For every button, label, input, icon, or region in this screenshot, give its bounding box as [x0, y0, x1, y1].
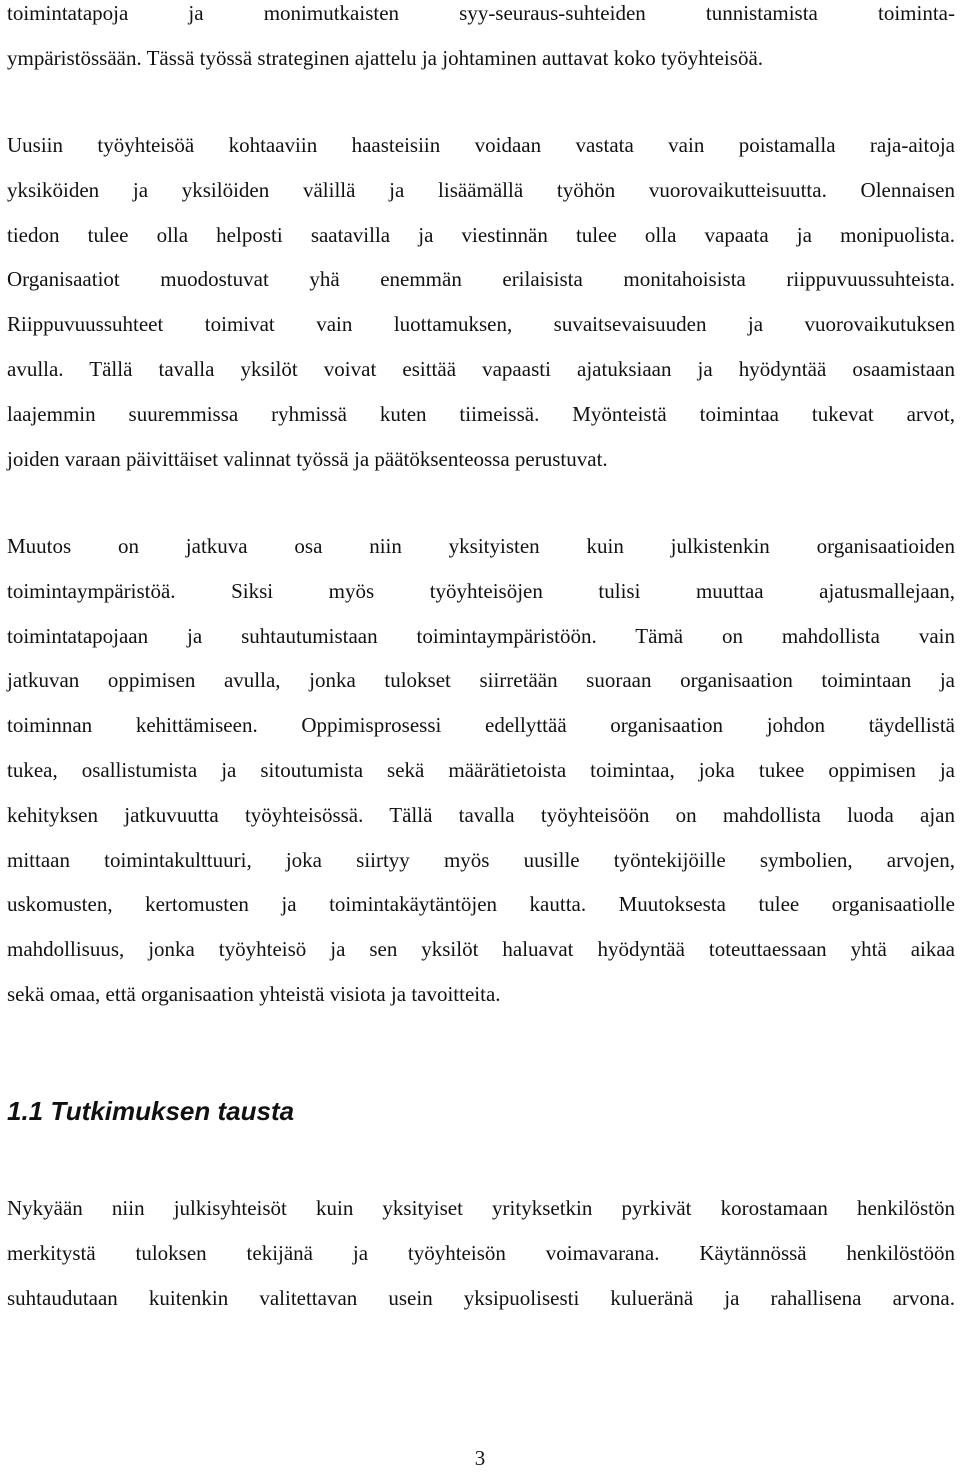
- text-line: Organisaatiot muodostuvat yhä enemmän erilaisista monitahoisista riippuvuussuhteista.: [7, 267, 955, 292]
- paragraph: [7, 524, 955, 1017]
- text-line: laajemmin suuremmissa ryhmissä kuten tiimeissä. Myönteistä toimintaa tukevat arvot,: [7, 401, 955, 426]
- text-line: kehityksen jatkuvuutta työyhteisössä. Tällä tavalla työyhteisöön on mahdollista luoda ajan: [7, 802, 955, 827]
- paragraph: [7, 1186, 955, 1320]
- text-line: joiden varaan päivittäiset valinnat työssä ja päätöksenteossa perustuvat.: [7, 446, 608, 471]
- text-line: yksiköiden ja yksilöiden välillä ja lisäämällä työhön vuorovaikutteisuutta. Olennaisen: [7, 177, 955, 202]
- text-line: Riippuvuussuhteet toimivat vain luottamuksen, suvaitsevaisuuden ja vuorovaikutuksen: [7, 312, 955, 337]
- text-line: tukea, osallistumista ja sitoutumista sekä määrätietoista toimintaa, joka tukee oppimisen ja: [7, 757, 955, 782]
- text-line: merkitystä tuloksen tekijänä ja työyhteisön voimavarana. Käytännössä henkilöstöön: [7, 1240, 955, 1265]
- text-line: toiminnan kehittämiseen. Oppimisprosessi edellyttää organisaation johdon täydellistä: [7, 713, 955, 738]
- text-line: Muutos on jatkuva osa niin yksityisten kuin julkistenkin organisaatioiden: [7, 534, 955, 558]
- text-line: ympäristössään. Tässä työssä strateginen ajattelu ja johtaminen auttavat koko työyhteisöä.: [7, 45, 764, 70]
- text-line: uskomusten, kertomusten ja toimintakäytäntöjen kautta. Muutoksesta tulee organisaatiolle: [7, 892, 955, 917]
- section-heading: 1.1 Tutkimuksen tausta: [7, 1096, 295, 1126]
- text-line: Nykyään niin julkisyhteisöt kuin yksityiset yrityksetkin pyrkivät korostamaan henkilöstön: [7, 1196, 955, 1220]
- text-line: toimintaympäristöä. Siksi myös työyhteisöjen tulisi muuttaa ajatusmallejaan,: [7, 578, 955, 603]
- paragraph: [7, 0, 955, 81]
- text-line: toimintatapoja ja monimutkaisten syy-seuraus-suhteiden tunnistamista toiminta-: [7, 1, 955, 25]
- paragraph: [7, 123, 955, 481]
- text-line: mittaan toimintakulttuuri, joka siirtyy myös uusille työntekijöille symbolien, arvojen,: [7, 847, 955, 872]
- text-line: mahdollisuus, jonka työyhteisö ja sen yksilöt haluavat hyödyntää toteuttaessaan yhtä aikaa: [7, 937, 955, 962]
- text-line: suhtaudutaan kuitenkin valitettavan usein yksipuolisesti kulueränä ja rahallisena arvona.: [7, 1285, 955, 1310]
- text-line: jatkuvan oppimisen avulla, jonka tulokset siirretään suoraan organisaation toimintaan ja: [7, 668, 955, 693]
- page-number: 3: [474, 1446, 486, 1470]
- text-line: Uusiin työyhteisöä kohtaaviin haasteisiin voidaan vastata vain poistamalla raja-aitoja: [7, 133, 955, 157]
- text-line: sekä omaa, että organisaation yhteistä visiota ja tavoitteita.: [7, 981, 501, 1006]
- text-line: avulla. Tällä tavalla yksilöt voivat esittää vapaasti ajatuksiaan ja hyödyntää osaamistaan: [7, 356, 955, 381]
- text-line: tiedon tulee olla helposti saatavilla ja viestinnän tulee olla vapaata ja monipuolista.: [7, 222, 955, 247]
- text-line: toimintatapojaan ja suhtautumistaan toimintaympäristöön. Tämä on mahdollista vain: [7, 623, 955, 648]
